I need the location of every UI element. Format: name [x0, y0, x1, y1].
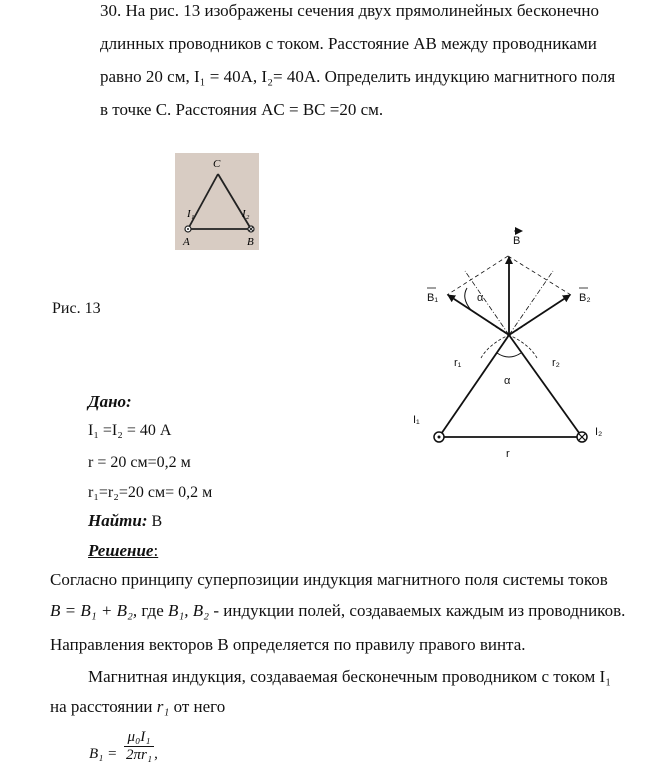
find-title: Найти: [88, 511, 148, 530]
solution-line-3: Направления векторов B определяется по правилу правого винта. [50, 635, 526, 654]
label-c: C [213, 158, 221, 170]
problem-line-4: в точке С. Расстояния AC = BC =20 см. [100, 100, 384, 119]
solution-line-4: Магнитная индукция, создаваемая бесконечным проводником с током I₁ [88, 667, 612, 686]
label-r1: r₁ [454, 357, 462, 369]
superposition-equation: B = B₁ + B₂, [50, 601, 138, 620]
formula-b1: B₁ = $\frac{\text{μ₀I₁}}{\text{2πr₁}}$ , [89, 729, 158, 763]
given-line-3: r₁=r₂=20 см= 0,2 м [88, 484, 213, 501]
label-b: B [513, 235, 521, 247]
given-line-1: I₁ =I₂ = 40 А [88, 422, 172, 439]
label-b: B [247, 236, 254, 248]
given-title: Дано: [88, 392, 132, 411]
solution-line-5: на расстоянии r₁ от него [50, 697, 226, 716]
figure-13-photo [175, 153, 259, 250]
label-r2: r₂ [552, 357, 560, 369]
label-a: A [183, 236, 190, 248]
figure-caption: Рис. 13 [52, 300, 101, 317]
line-ac [188, 174, 218, 229]
fraction: $\frac{\text{μ₀I₁}}{\text{2πr₁}}$ [126, 729, 153, 763]
field-vector-diagram [405, 226, 620, 466]
segment-r1 [439, 335, 509, 437]
problem-line-2: длинных проводников с током. Расстояние АВ между проводниками [100, 34, 597, 53]
find-line [88, 511, 162, 531]
label-i1: I₁ [413, 414, 420, 426]
problem-line-3: равно 20 см, I₁ = 40А, I₂= 40А. Определить индукцию магнитного поля [100, 67, 616, 86]
figure-13-drawing [175, 153, 259, 250]
line-bc [218, 174, 251, 229]
solution-line-1: Согласно принципу суперпозиции индукция магнитного поля системы токов [50, 570, 608, 589]
label-r: r [506, 448, 510, 460]
segment-r2 [509, 335, 582, 437]
vector-b2 [509, 295, 570, 335]
find-value: B [151, 513, 163, 530]
vector-names: B₁, B₂ [168, 601, 210, 620]
label-i2: I₂ [595, 426, 603, 438]
label-i1: I₁ [187, 208, 195, 220]
problem-line-1: 30. На рис. 13 изображены сечения двух прямолинейных бесконечно [100, 1, 600, 20]
label-b2: B₂ [579, 292, 591, 304]
solution-title: Решение: [88, 541, 159, 560]
problem-statement [88, 0, 648, 126]
label-alpha-bottom: α [504, 375, 511, 387]
label-b1: B₁ [427, 292, 439, 304]
given-line-2: r = 20 см=0,2 м [88, 454, 191, 471]
label-alpha-top: α [477, 292, 484, 304]
solution-line-2: B = B₁ + B₂, где B₁, B₂ - индукции полей, создаваемых каждым из проводников. [50, 601, 626, 620]
label-i2: I₂ [242, 208, 250, 220]
angle-arc-bottom [497, 353, 521, 357]
